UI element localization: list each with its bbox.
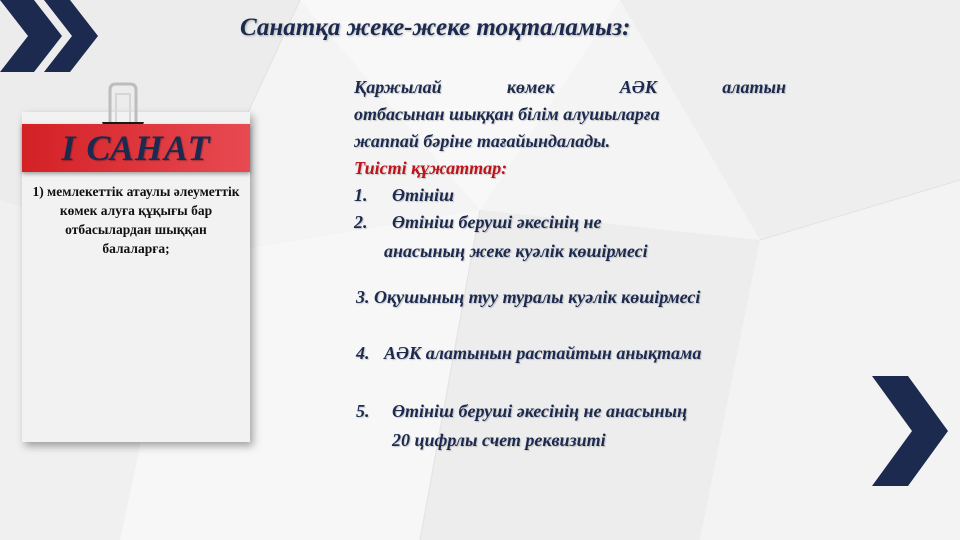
list-item-4: АӘК алатынын растайтын анықтама <box>384 343 702 363</box>
list-item-1: Өтініш <box>392 185 454 205</box>
intro-line-3: жаппай бәріне тағайындалады. <box>354 131 611 151</box>
list-item-5-number: 5. <box>356 401 370 421</box>
list-item-3: 3. Оқушының туу туралы куәлік көшірмесі <box>356 287 701 307</box>
list-item-1-number: 1. <box>354 185 368 205</box>
chevron-right-icon <box>872 376 952 486</box>
intro-line-1: Қаржылай көмек АӘК алатын <box>354 77 786 97</box>
list-item-5-line-1: Өтініш беруші әкесінің не анасының <box>392 401 687 421</box>
list-item-4-number: 4. <box>356 343 370 363</box>
category-description: 1) мемлекеттік атаулы әлеуметтік көмек алуға құқығы бар отбасылардан шыққан балаларға; <box>32 184 240 256</box>
double-chevron-right-icon <box>0 0 100 72</box>
page-title: Санатқа жеке-жеке тоқталамыз: <box>240 14 631 41</box>
category-banner: І САНАТ <box>22 124 250 172</box>
documents-heading: Тиісті құжаттар: <box>354 158 508 178</box>
list-item-2-number: 2. <box>354 212 368 232</box>
list-item-2-line-1: Өтініш беруші әкесінің не <box>392 212 602 232</box>
list-item-5-line-2: 20 цифрлы счет реквизиті <box>392 430 606 450</box>
intro-line-2: отбасынан шыққан білім алушыларға <box>354 104 660 124</box>
list-item-2-line-2: анасының жеке куәлік көшірмесі <box>384 241 648 261</box>
